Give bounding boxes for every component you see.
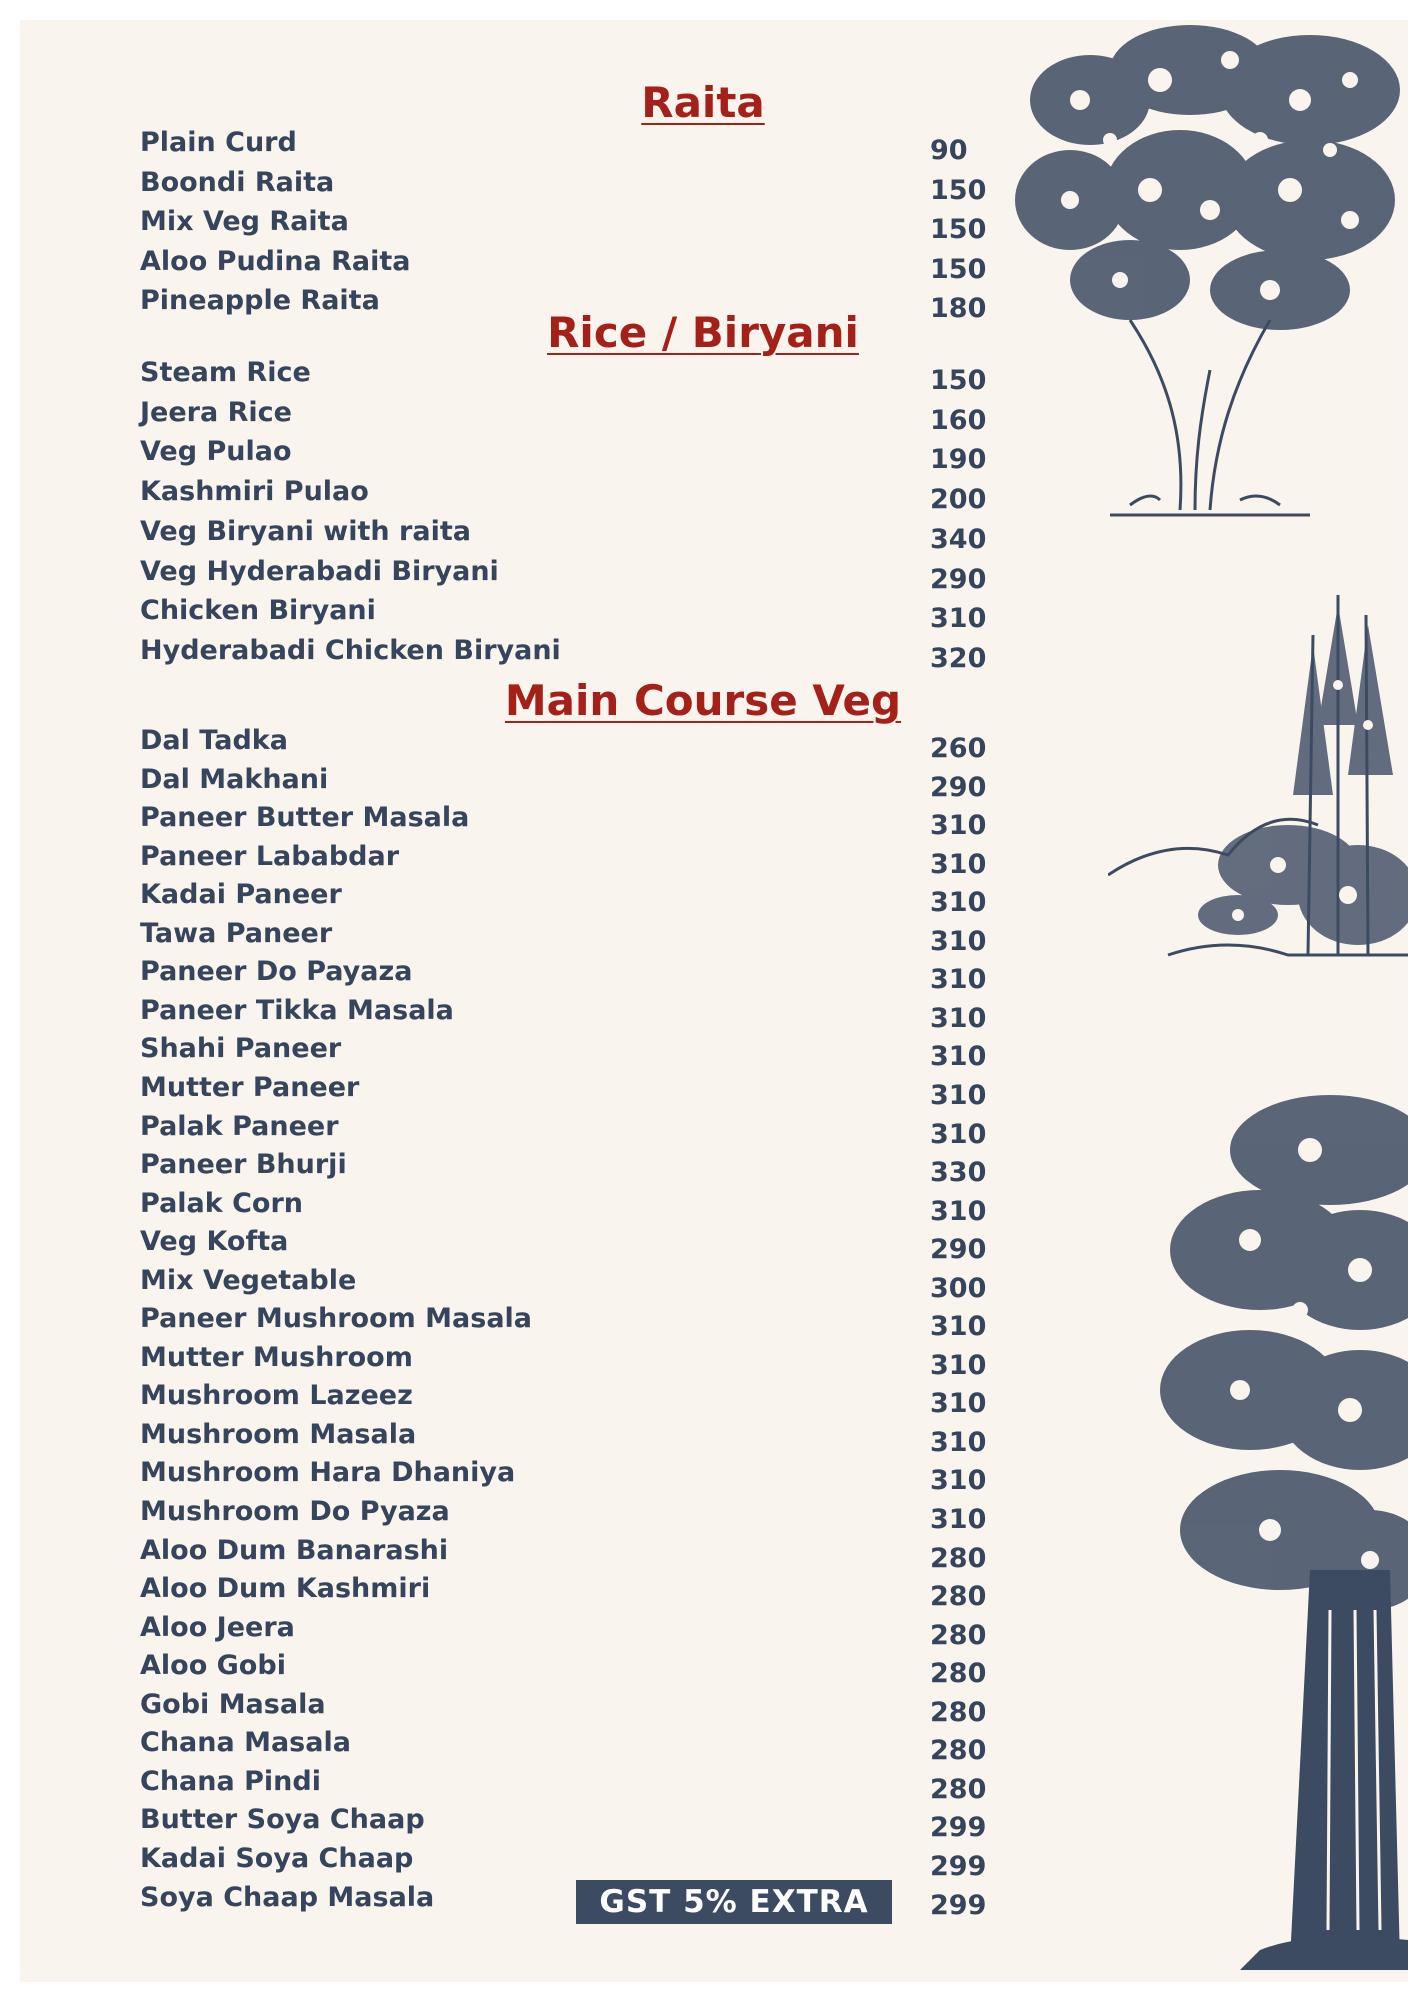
menu-item <box>140 879 990 919</box>
menu-item <box>140 476 990 516</box>
menu-item <box>140 436 990 476</box>
menu-item <box>140 1804 990 1844</box>
menu-item <box>140 1611 990 1651</box>
menu-item <box>140 1071 990 1111</box>
section-title: Raita <box>641 78 765 127</box>
menu-item <box>140 1418 990 1458</box>
menu-item-name: Mix Veg Raita <box>140 206 349 238</box>
menu-item <box>140 1110 990 1150</box>
menu-item-name: Mushroom Hara Dhaniya <box>140 1457 516 1489</box>
menu-item-name: Veg Hyderabadi Biryani <box>140 555 499 587</box>
menu-item-price: 300 <box>930 1272 987 1304</box>
menu-item-price: 190 <box>930 444 987 476</box>
menu-item-name: Paneer Butter Masala <box>140 802 470 834</box>
menu-item-name: Mushroom Do Pyaza <box>140 1496 450 1527</box>
menu-item-name: Tawa Paneer <box>140 917 333 949</box>
menu-item-price: 280 <box>930 1542 987 1574</box>
menu-item-name: Kashmiri Pulao <box>140 476 369 508</box>
menu-item <box>140 245 990 285</box>
menu-item-price: 280 <box>930 1696 987 1728</box>
menu-item-price: 280 <box>930 1581 987 1613</box>
menu-item <box>140 127 990 166</box>
menu-item-price: 299 <box>930 1889 987 1921</box>
menu-item <box>140 994 990 1034</box>
menu-item <box>140 206 990 246</box>
menu-item-name: Mushroom Masala <box>140 1418 417 1450</box>
menu-item <box>140 956 990 996</box>
menu-item-price: 310 <box>930 1041 987 1073</box>
menu-item-name: Paneer Lababdar <box>140 840 400 872</box>
menu-item-name: Paneer Tikka Masala <box>140 994 454 1026</box>
menu-item-name: Shahi Paneer <box>140 1033 342 1065</box>
menu-item <box>140 1573 990 1613</box>
menu-item <box>140 1765 990 1805</box>
menu-item <box>140 802 990 842</box>
menu-item-price: 310 <box>930 1426 987 1458</box>
menu-item-price: 310 <box>930 603 987 635</box>
menu-item-name: Mix Vegetable <box>140 1264 357 1296</box>
menu-item-price: 150 <box>930 365 987 396</box>
menu-item-name: Mutter Mushroom <box>140 1341 413 1373</box>
menu-item-price: 290 <box>930 563 987 595</box>
menu-item-price: 310 <box>930 1388 987 1420</box>
menu-item <box>140 1534 990 1574</box>
menu-item-price: 290 <box>930 1234 987 1266</box>
menu-item-name: Aloo Dum Banarashi <box>140 1534 449 1566</box>
menu-item-name: Aloo Gobi <box>140 1650 286 1682</box>
menu-item <box>140 917 990 957</box>
section-title: Rice / Biryani <box>547 308 859 357</box>
menu-item-name: Aloo Pudina Raita <box>140 245 411 277</box>
menu-item-name: Steam Rice <box>140 357 311 388</box>
menu-item <box>140 1688 990 1728</box>
menu-page <box>20 20 1408 1982</box>
menu-item-name: Dal Tadka <box>140 725 288 756</box>
menu-item-price: 310 <box>930 1118 987 1150</box>
menu-item <box>140 1496 990 1535</box>
menu-item <box>140 1457 990 1497</box>
menu-item <box>140 1380 990 1420</box>
menu-item-name: Chicken Biryani <box>140 595 376 627</box>
menu-item-price: 299 <box>930 1850 987 1882</box>
tree-illustration-middle <box>1108 575 1408 975</box>
menu-item <box>140 1303 990 1343</box>
menu-item <box>140 1149 990 1189</box>
menu-item-price: 260 <box>930 733 987 764</box>
menu-item-price: 280 <box>930 1658 987 1690</box>
menu-item-price: 310 <box>930 925 987 957</box>
menu-item-price: 310 <box>930 887 987 919</box>
menu-item-price: 310 <box>930 1002 987 1034</box>
menu-item-price: 180 <box>930 293 987 325</box>
menu-item-price: 310 <box>930 1349 987 1381</box>
menu-item-price: 290 <box>930 771 987 803</box>
menu-item <box>140 763 990 803</box>
menu-item-price: 280 <box>930 1619 987 1651</box>
menu-item <box>140 1341 990 1381</box>
menu-item-name: Chana Pindi <box>140 1765 321 1797</box>
menu-item-price: 310 <box>930 1195 987 1227</box>
menu-item-price: 280 <box>930 1773 987 1805</box>
menu-item-name: Gobi Masala <box>140 1688 326 1720</box>
menu-item-name: Pineapple Raita <box>140 285 380 317</box>
menu-item-price: 150 <box>930 214 987 246</box>
menu-item-name: Paneer Bhurji <box>140 1149 347 1181</box>
menu-item <box>140 1842 990 1882</box>
menu-item <box>140 840 990 880</box>
menu-item <box>140 515 990 555</box>
menu-item-price: 200 <box>930 484 987 516</box>
gst-note-badge: GST 5% EXTRA <box>576 1880 892 1924</box>
menu-item-name: Veg Kofta <box>140 1226 289 1258</box>
menu-item-name: Aloo Jeera <box>140 1611 295 1643</box>
menu-item-price: 310 <box>930 1504 987 1535</box>
menu-item-name: Butter Soya Chaap <box>140 1804 425 1836</box>
menu-item-name: Veg Pulao <box>140 436 292 468</box>
menu-item-price: 280 <box>930 1735 987 1767</box>
menu-item-name: Kadai Paneer <box>140 879 342 911</box>
menu-item <box>140 595 990 635</box>
menu-item-price: 340 <box>930 523 987 555</box>
menu-item <box>140 166 990 206</box>
menu-item-price: 150 <box>930 174 987 206</box>
menu-item-name: Plain Curd <box>140 127 297 158</box>
menu-item-name: Kadai Soya Chaap <box>140 1842 414 1874</box>
menu-item-name: Palak Corn <box>140 1187 304 1219</box>
menu-item <box>140 555 990 595</box>
menu-item-name: Dal Makhani <box>140 763 329 795</box>
menu-item-price: 330 <box>930 1157 987 1189</box>
menu-item <box>140 725 990 764</box>
menu-item-name: Chana Masala <box>140 1727 351 1759</box>
menu-item-name: Veg Biryani with raita <box>140 515 471 547</box>
menu-item-name: Mutter Paneer <box>140 1071 360 1103</box>
menu-item-price: 150 <box>930 253 987 285</box>
tree-illustration-bottom <box>1160 1090 1408 1970</box>
menu-item-name: Boondi Raita <box>140 166 335 198</box>
menu-item-price: 160 <box>930 404 987 436</box>
menu-item-price: 310 <box>930 810 987 842</box>
menu-item <box>140 1264 990 1304</box>
menu-item-price: 310 <box>930 1465 987 1497</box>
menu-item-name: Paneer Mushroom Masala <box>140 1303 533 1335</box>
menu-item-price: 310 <box>930 1079 987 1111</box>
menu-item-price: 310 <box>930 848 987 880</box>
menu-item-price: 90 <box>930 135 968 166</box>
menu-item-price: 310 <box>930 1311 987 1343</box>
menu-item <box>140 1727 990 1767</box>
menu-item <box>140 1033 990 1073</box>
menu-item <box>140 1187 990 1227</box>
menu-item-price: 299 <box>930 1812 987 1844</box>
menu-item <box>140 357 990 396</box>
menu-item-name: Soya Chaap Masala <box>140 1881 435 1913</box>
menu-item-name: Hyderabadi Chicken Biryani <box>140 634 561 666</box>
menu-item <box>140 396 990 436</box>
menu-item-name: Mushroom Lazeez <box>140 1380 413 1412</box>
menu-item-price: 320 <box>930 642 987 674</box>
menu-item <box>140 1650 990 1690</box>
menu-item <box>140 1226 990 1266</box>
menu-item-name: Aloo Dum Kashmiri <box>140 1573 431 1605</box>
menu-item-price: 310 <box>930 964 987 996</box>
menu-item <box>140 634 990 674</box>
menu-item-name: Palak Paneer <box>140 1110 339 1142</box>
menu-item-name: Jeera Rice <box>140 396 292 428</box>
menu-item-name: Paneer Do Payaza <box>140 956 413 988</box>
section-title: Main Course Veg <box>504 676 902 725</box>
